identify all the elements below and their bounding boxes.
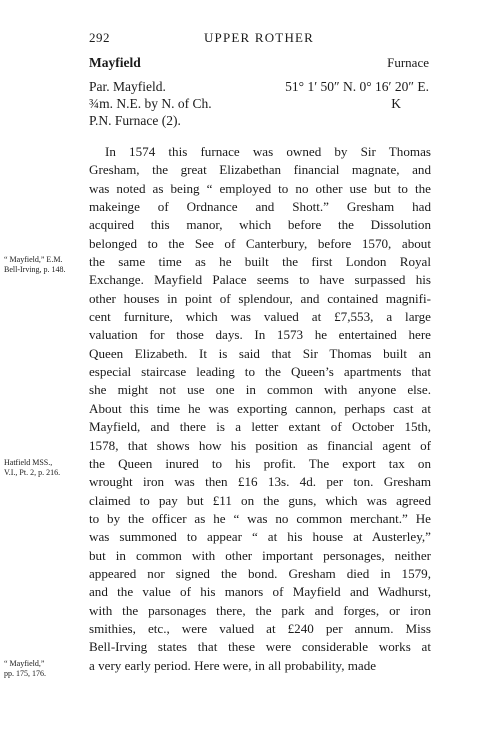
- place-name: Mayfield: [89, 55, 141, 70]
- margin-note-line: “ Mayfield,” E.M.: [4, 255, 63, 264]
- body-line: 1578, that shows how his position as financial agent of: [89, 437, 431, 453]
- body-line: was summoned to appear “ at his house at Austerley,”: [89, 529, 431, 545]
- body-line: especial staircase leading to the Queen’s apartments that: [89, 364, 431, 380]
- body-line: Bell-Irving states that these were considerable works at: [89, 639, 431, 655]
- body-line: valuation for those days. In 1573 he entertained here: [89, 327, 431, 343]
- body-line: was noted as being “ employed to no other use but to the: [89, 180, 431, 196]
- body-line: but in common with other important personages, neither: [89, 547, 431, 563]
- margin-note-line: Hatfield MSS.,: [4, 458, 53, 467]
- parish: Par. Mayfield.: [89, 79, 166, 94]
- body-line: other houses in point of splendour, and contained magnifi-: [89, 290, 431, 306]
- body-line: acquired this manor, which before the Dissolution: [89, 217, 431, 233]
- margin-note-line: Bell-Irving, p. 148.: [4, 265, 66, 274]
- body-line: smithies, etc., were valued at £240 per annum. Miss: [89, 620, 431, 636]
- map-code: K: [391, 96, 401, 111]
- place-names: P.N. Furnace (2).: [89, 113, 181, 128]
- info-row-place-names: [89, 113, 429, 130]
- body-line: with the parsonages there, the park and forges, or iron: [89, 602, 431, 618]
- body-line: the Queen inured to his profit. The export tax on: [89, 455, 431, 471]
- margin-note: [4, 255, 88, 275]
- body-line: appeared nor signed the bond. Gresham died in 1579,: [89, 565, 431, 581]
- body-line: belonged to the See of Canterbury, before 1570, about: [89, 235, 431, 251]
- body-line: a very early period. Here were, in all probability, made: [89, 657, 377, 673]
- body-line: makeinge of Ordnance and Shott.” Gresham had: [89, 199, 431, 215]
- body-line: claimed to pay but £11 on the guns, which was agreed: [89, 492, 431, 508]
- site-type: Furnace: [387, 55, 429, 70]
- body-line: wrought iron was then £16 13s. 4d. per ton. Gresham: [89, 474, 431, 490]
- entry-heading: [89, 55, 429, 71]
- body-line: she might not use one in common with anyone else.: [89, 382, 431, 398]
- body-line: Exchange. Mayfield Palace seems to have surpassed his: [89, 272, 431, 288]
- info-row-distance: [89, 96, 429, 113]
- body-line: Mayfield, and there is a letter extant of October 15th,: [89, 419, 431, 435]
- running-head: UPPER ROTHER: [203, 30, 315, 45]
- body-line: and the value of his manors of Mayfield and Wadhurst,: [89, 584, 431, 600]
- margin-note-line: pp. 175, 176.: [4, 669, 46, 678]
- page-number: 292: [89, 30, 110, 45]
- body-line: About this time he was exporting cannon, perhaps cast at: [89, 400, 431, 416]
- distance: ¾m. N.E. by N. of Ch.: [89, 96, 212, 111]
- body-line: Queen Elizabeth. It is said that Sir Thomas built an: [89, 345, 431, 361]
- body-line: Gresham, the great Elizabethan financial magnate, and: [89, 162, 431, 178]
- margin-note: [4, 458, 88, 478]
- body-line: to by the officer as he “ was no common merchant.” He: [89, 510, 431, 526]
- coordinates: 51° 1′ 50″ N. 0° 16′ 20″ E.: [285, 79, 429, 94]
- info-row-parish: [89, 79, 429, 96]
- body-line: the same time as he built the first London Royal: [89, 254, 431, 270]
- body-line: cent furniture, which was valued at £7,553, a large: [89, 309, 431, 325]
- body-line: In 1574 this furnace was owned by Sir Thomas: [105, 144, 431, 159]
- margin-note-line: “ Mayfield,”: [4, 659, 45, 668]
- margin-note: [4, 659, 88, 679]
- margin-note-line: V.I., Pt. 2, p. 216.: [4, 468, 61, 477]
- body-paragraph: [89, 143, 431, 675]
